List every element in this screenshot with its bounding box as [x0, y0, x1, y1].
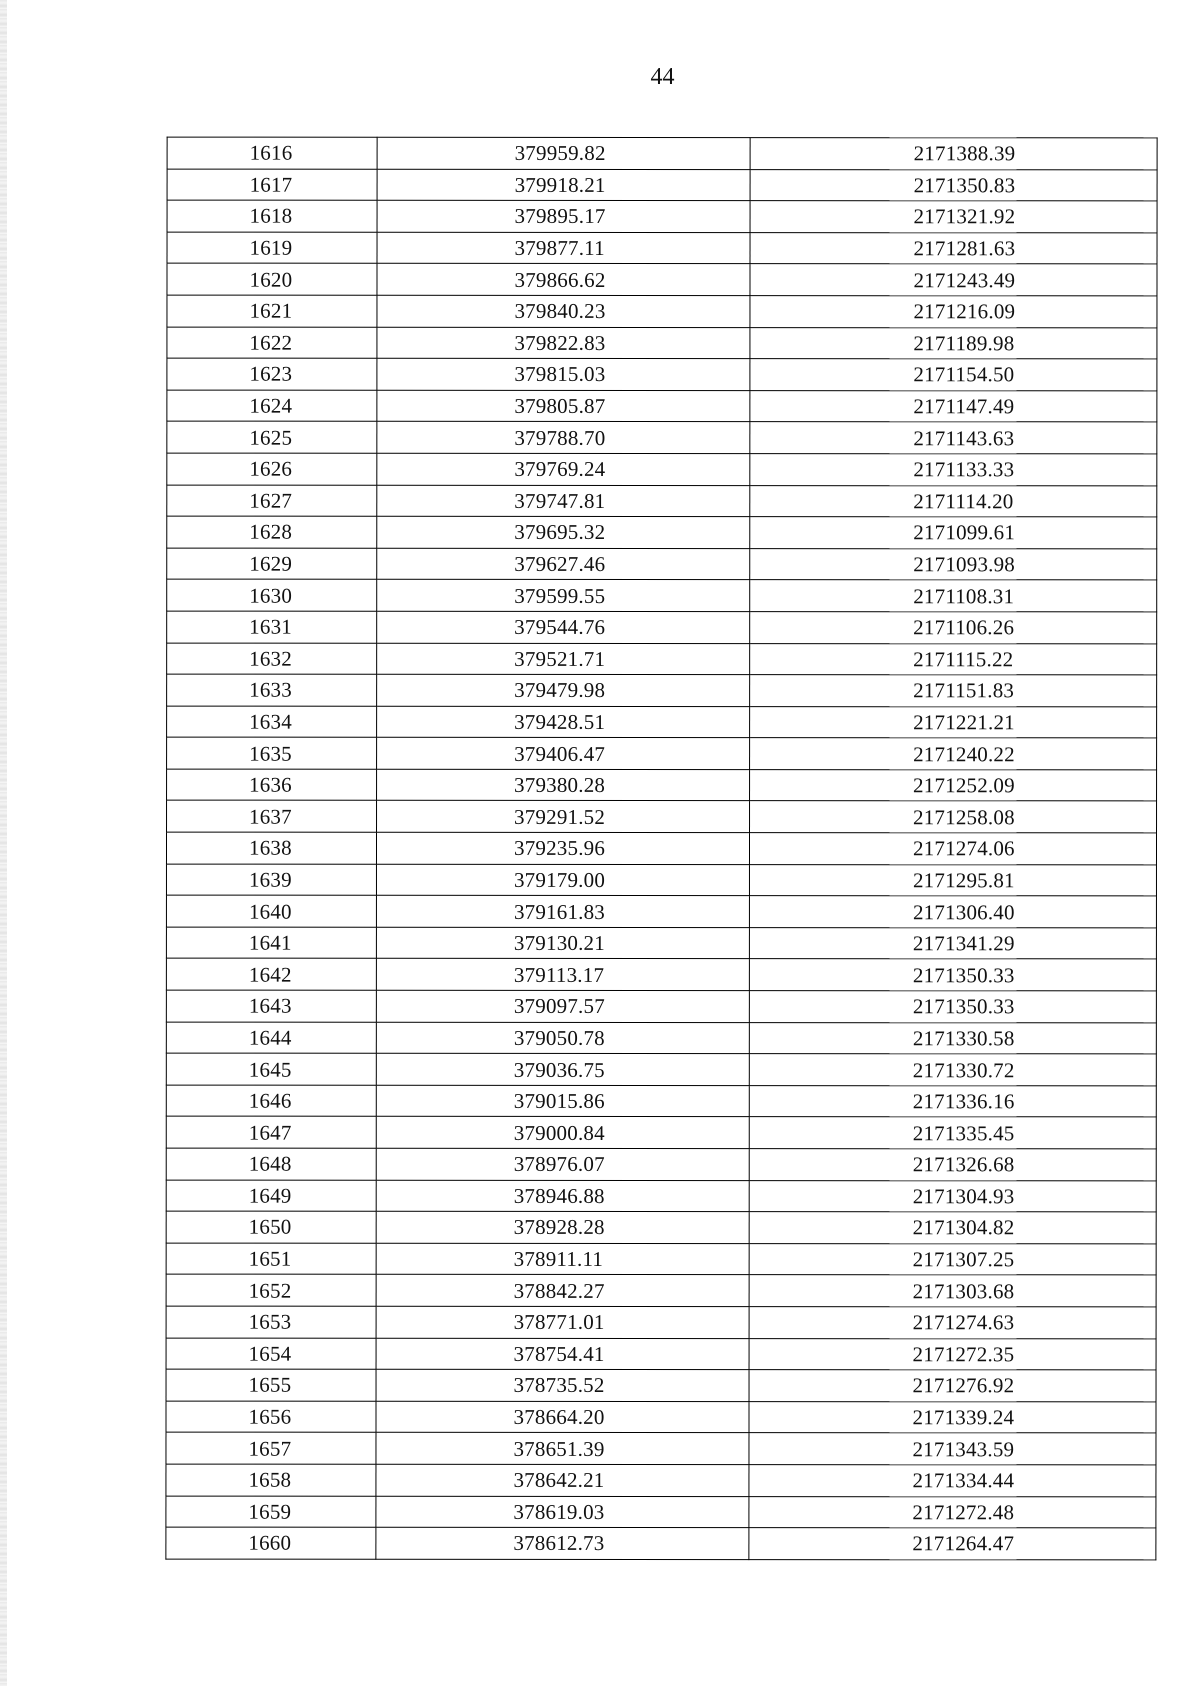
point-number-cell: 1644 — [166, 1022, 376, 1054]
point-number-cell: 1658 — [166, 1464, 376, 1496]
y-coordinate-cell: 2171350.83 — [750, 169, 1157, 201]
x-coordinate-cell: 379747.81 — [377, 485, 750, 517]
x-coordinate-cell: 379695.32 — [377, 516, 750, 548]
x-coordinate-cell: 379050.78 — [376, 1022, 749, 1054]
table-row — [166, 895, 1156, 927]
point-number-cell: 1616 — [167, 137, 377, 169]
point-number-cell: 1642 — [166, 959, 376, 991]
point-number-cell: 1643 — [166, 990, 376, 1022]
point-number-cell: 1631 — [167, 611, 377, 643]
y-coordinate-cell: 2171341.29 — [749, 927, 1156, 959]
y-coordinate-cell: 2171099.61 — [750, 517, 1157, 549]
point-number-cell: 1629 — [167, 548, 377, 580]
y-coordinate-cell: 2171350.33 — [749, 959, 1156, 991]
point-number-cell: 1635 — [167, 737, 377, 769]
page-number: 44 — [650, 64, 675, 90]
point-number-cell: 1639 — [166, 864, 376, 896]
table-row — [167, 516, 1157, 548]
y-coordinate-cell: 2171147.49 — [750, 390, 1157, 422]
y-coordinate-cell: 2171151.83 — [750, 675, 1157, 707]
y-coordinate-cell: 2171281.63 — [750, 232, 1157, 264]
y-coordinate-cell: 2171143.63 — [750, 422, 1157, 454]
point-number-cell: 1624 — [167, 390, 377, 422]
x-coordinate-cell: 379113.17 — [376, 959, 749, 991]
y-coordinate-cell: 2171276.92 — [749, 1370, 1156, 1402]
table-row — [166, 1401, 1156, 1433]
y-coordinate-cell: 2171114.20 — [750, 485, 1157, 517]
x-coordinate-cell: 379380.28 — [377, 769, 750, 801]
y-coordinate-cell: 2171326.68 — [749, 1149, 1156, 1181]
x-coordinate-cell: 379015.86 — [376, 1085, 749, 1117]
point-number-cell: 1638 — [166, 832, 376, 864]
y-coordinate-cell: 2171303.68 — [749, 1275, 1156, 1307]
point-number-cell: 1660 — [166, 1527, 376, 1559]
x-coordinate-cell: 379000.84 — [376, 1117, 749, 1149]
table-row — [166, 1243, 1156, 1275]
y-coordinate-cell: 2171133.33 — [750, 454, 1157, 486]
x-coordinate-cell: 378771.01 — [376, 1306, 749, 1338]
table-row — [167, 485, 1157, 517]
x-coordinate-cell: 378754.41 — [376, 1338, 749, 1370]
x-coordinate-cell: 379130.21 — [376, 927, 749, 959]
point-number-cell: 1618 — [167, 200, 377, 232]
point-number-cell: 1641 — [166, 927, 376, 959]
x-coordinate-cell: 379479.98 — [377, 674, 750, 706]
x-coordinate-cell: 378911.11 — [376, 1243, 749, 1275]
x-coordinate-cell: 379959.82 — [377, 137, 750, 169]
table-row — [167, 706, 1157, 738]
y-coordinate-cell: 2171274.63 — [749, 1307, 1156, 1339]
point-number-cell: 1651 — [166, 1243, 376, 1275]
point-number-cell: 1632 — [167, 643, 377, 675]
point-number-cell: 1625 — [167, 421, 377, 453]
x-coordinate-cell: 379428.51 — [377, 706, 750, 738]
table-row — [167, 801, 1157, 833]
table-row — [166, 1022, 1156, 1054]
x-coordinate-cell: 378735.52 — [376, 1369, 749, 1401]
x-coordinate-cell: 378842.27 — [376, 1275, 749, 1307]
table-row — [167, 358, 1157, 390]
coordinate-table-body — [166, 137, 1157, 1560]
y-coordinate-cell: 2171335.45 — [749, 1117, 1156, 1149]
point-number-cell: 1659 — [166, 1496, 376, 1528]
table-row — [167, 232, 1157, 264]
point-number-cell: 1626 — [167, 453, 377, 485]
point-number-cell: 1645 — [166, 1053, 376, 1085]
coordinate-table — [165, 137, 1157, 1561]
point-number-cell: 1647 — [166, 1116, 376, 1148]
y-coordinate-cell: 2171339.24 — [749, 1401, 1156, 1433]
table-row — [167, 169, 1157, 201]
y-coordinate-cell: 2171264.47 — [749, 1528, 1156, 1560]
table-row — [166, 1338, 1156, 1370]
y-coordinate-cell: 2171272.48 — [749, 1496, 1156, 1528]
x-coordinate-cell: 378664.20 — [376, 1401, 749, 1433]
y-coordinate-cell: 2171189.98 — [750, 327, 1157, 359]
y-coordinate-cell: 2171330.58 — [749, 1022, 1156, 1054]
table-row — [166, 1148, 1156, 1180]
x-coordinate-cell: 378619.03 — [376, 1496, 749, 1528]
y-coordinate-cell: 2171252.09 — [750, 769, 1157, 801]
point-number-cell: 1620 — [167, 263, 377, 295]
table-row — [166, 1180, 1156, 1212]
table-row — [166, 1464, 1156, 1496]
x-coordinate-cell: 378651.39 — [376, 1433, 749, 1465]
table-row — [167, 421, 1157, 453]
x-coordinate-cell: 379877.11 — [377, 232, 750, 264]
point-number-cell: 1654 — [166, 1338, 376, 1370]
point-number-cell: 1640 — [166, 895, 376, 927]
x-coordinate-cell: 379235.96 — [376, 832, 749, 864]
table-row — [167, 263, 1157, 295]
point-number-cell: 1627 — [167, 485, 377, 517]
y-coordinate-cell: 2171343.59 — [749, 1433, 1156, 1465]
table-row — [166, 1306, 1156, 1338]
point-number-cell: 1628 — [167, 516, 377, 548]
table-row — [166, 832, 1156, 864]
point-number-cell: 1617 — [167, 169, 377, 201]
y-coordinate-cell: 2171304.93 — [749, 1180, 1156, 1212]
x-coordinate-cell: 379291.52 — [377, 801, 750, 833]
point-number-cell: 1652 — [166, 1274, 376, 1306]
x-coordinate-cell: 379179.00 — [376, 864, 749, 896]
y-coordinate-cell: 2171115.22 — [750, 643, 1157, 675]
y-coordinate-cell: 2171330.72 — [749, 1054, 1156, 1086]
y-coordinate-cell: 2171221.21 — [750, 706, 1157, 738]
x-coordinate-cell: 379036.75 — [376, 1053, 749, 1085]
table-row — [167, 453, 1157, 485]
x-coordinate-cell: 379544.76 — [377, 611, 750, 643]
point-number-cell: 1656 — [166, 1401, 376, 1433]
x-coordinate-cell: 378976.07 — [376, 1148, 749, 1180]
x-coordinate-cell: 379840.23 — [377, 295, 750, 327]
point-number-cell: 1633 — [167, 674, 377, 706]
x-coordinate-cell: 379815.03 — [377, 358, 750, 390]
table-row — [167, 611, 1157, 643]
x-coordinate-cell: 378946.88 — [376, 1180, 749, 1212]
table-row — [166, 1527, 1156, 1559]
point-number-cell: 1636 — [167, 769, 377, 801]
table-row — [167, 200, 1157, 232]
y-coordinate-cell: 2171321.92 — [750, 201, 1157, 233]
y-coordinate-cell: 2171216.09 — [750, 296, 1157, 328]
y-coordinate-cell: 2171258.08 — [750, 801, 1157, 833]
x-coordinate-cell: 379918.21 — [377, 169, 750, 201]
table-row — [166, 927, 1156, 959]
table-row — [166, 1274, 1156, 1306]
x-coordinate-cell: 378642.21 — [376, 1464, 749, 1496]
y-coordinate-cell: 2171306.40 — [749, 896, 1156, 928]
table-row — [166, 959, 1156, 991]
x-coordinate-cell: 378928.28 — [376, 1211, 749, 1243]
table-row — [166, 864, 1156, 896]
x-coordinate-cell: 379805.87 — [377, 390, 750, 422]
point-number-cell: 1634 — [167, 706, 377, 738]
x-coordinate-cell: 379769.24 — [377, 453, 750, 485]
y-coordinate-cell: 2171334.44 — [749, 1465, 1156, 1497]
scan-edge — [0, 0, 7, 1686]
x-coordinate-cell: 379097.57 — [376, 990, 749, 1022]
table-row — [166, 1085, 1156, 1117]
x-coordinate-cell: 379406.47 — [377, 738, 750, 770]
y-coordinate-cell: 2171307.25 — [749, 1243, 1156, 1275]
table-row — [167, 737, 1157, 769]
point-number-cell: 1630 — [167, 579, 377, 611]
y-coordinate-cell: 2171154.50 — [750, 359, 1157, 391]
point-number-cell: 1649 — [166, 1180, 376, 1212]
table-row — [167, 769, 1157, 801]
y-coordinate-cell: 2171108.31 — [750, 580, 1157, 612]
point-number-cell: 1648 — [166, 1148, 376, 1180]
table-row — [166, 1369, 1156, 1401]
y-coordinate-cell: 2171240.22 — [750, 738, 1157, 770]
point-number-cell: 1619 — [167, 232, 377, 264]
point-number-cell: 1650 — [166, 1211, 376, 1243]
table-row — [167, 390, 1157, 422]
x-coordinate-cell: 379822.83 — [377, 327, 750, 359]
table-row — [167, 295, 1157, 327]
point-number-cell: 1655 — [166, 1369, 376, 1401]
table-row — [166, 1432, 1156, 1464]
y-coordinate-cell: 2171388.39 — [750, 138, 1157, 170]
point-number-cell: 1621 — [167, 295, 377, 327]
table-row — [166, 1053, 1156, 1085]
table-row — [167, 137, 1157, 169]
table-row — [167, 327, 1157, 359]
table-row — [167, 674, 1157, 706]
table-row — [166, 1496, 1156, 1528]
x-coordinate-cell: 378612.73 — [376, 1527, 749, 1559]
table-row — [166, 1116, 1156, 1148]
y-coordinate-cell: 2171243.49 — [750, 264, 1157, 296]
x-coordinate-cell: 379161.83 — [376, 896, 749, 928]
y-coordinate-cell: 2171295.81 — [749, 864, 1156, 896]
point-number-cell: 1637 — [167, 801, 377, 833]
y-coordinate-cell: 2171093.98 — [750, 548, 1157, 580]
x-coordinate-cell: 379895.17 — [377, 200, 750, 232]
point-number-cell: 1653 — [166, 1306, 376, 1338]
table-row — [166, 1211, 1156, 1243]
point-number-cell: 1657 — [166, 1432, 376, 1464]
x-coordinate-cell: 379866.62 — [377, 264, 750, 296]
table-row — [167, 643, 1157, 675]
y-coordinate-cell: 2171304.82 — [749, 1212, 1156, 1244]
y-coordinate-cell: 2171336.16 — [749, 1085, 1156, 1117]
point-number-cell: 1622 — [167, 327, 377, 359]
y-coordinate-cell: 2171272.35 — [749, 1338, 1156, 1370]
y-coordinate-cell: 2171350.33 — [749, 991, 1156, 1023]
table-row — [166, 990, 1156, 1022]
y-coordinate-cell: 2171106.26 — [750, 611, 1157, 643]
x-coordinate-cell: 379521.71 — [377, 643, 750, 675]
table-row — [167, 548, 1157, 580]
y-coordinate-cell: 2171274.06 — [749, 833, 1156, 865]
x-coordinate-cell: 379599.55 — [377, 580, 750, 612]
table-row — [167, 579, 1157, 611]
point-number-cell: 1646 — [166, 1085, 376, 1117]
point-number-cell: 1623 — [167, 358, 377, 390]
x-coordinate-cell: 379627.46 — [377, 548, 750, 580]
x-coordinate-cell: 379788.70 — [377, 422, 750, 454]
